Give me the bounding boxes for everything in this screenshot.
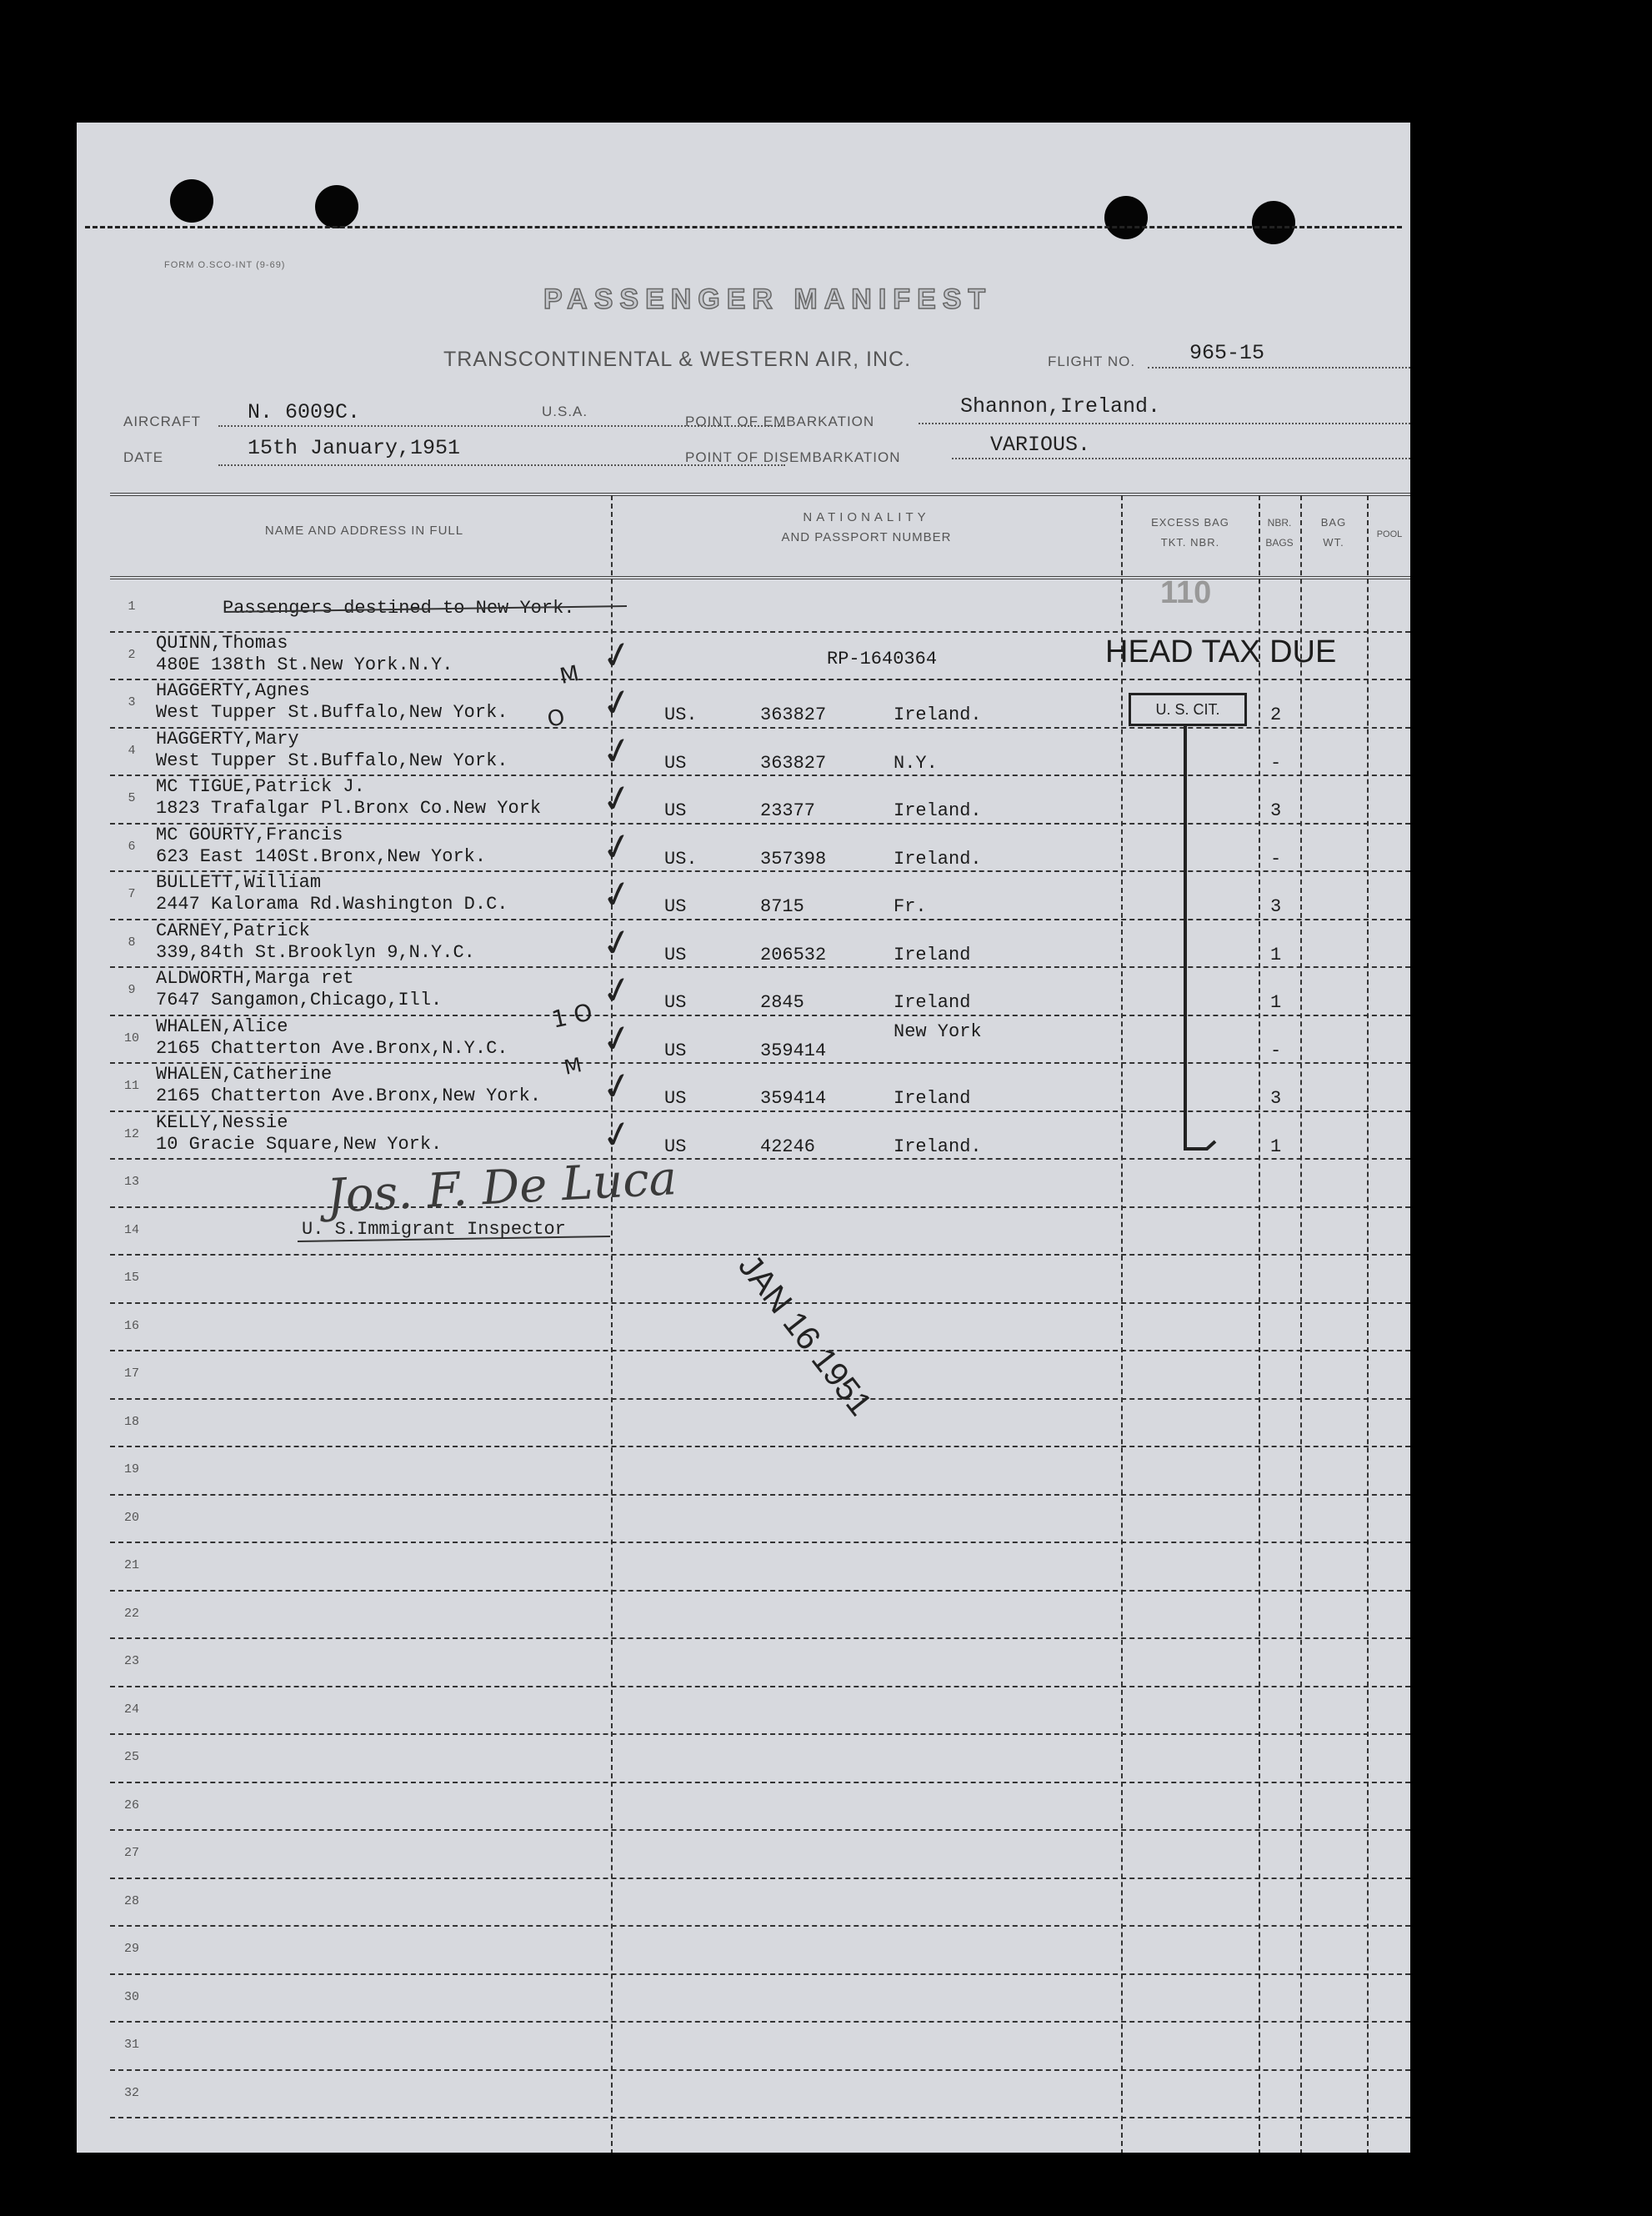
disembarkation-label: POINT OF DISEMBARKATION bbox=[685, 449, 901, 465]
row-divider bbox=[110, 1111, 1410, 1112]
embarkation-value: Shannon,Ireland. bbox=[960, 394, 1161, 419]
column-divider bbox=[1121, 495, 1123, 2153]
passenger-nationality: US. bbox=[664, 848, 698, 870]
date-value: 15th January,1951 bbox=[248, 436, 461, 460]
bag-count: 1 bbox=[1270, 1136, 1282, 1157]
passenger-address: West Tupper St.Buffalo,New York. bbox=[156, 750, 508, 771]
row-number: 7 bbox=[128, 887, 136, 901]
check-mark: ✓ bbox=[598, 775, 637, 824]
flight-no-value: 965-15 bbox=[1189, 341, 1265, 365]
passenger-address: 623 East 140St.Bronx,New York. bbox=[156, 845, 487, 867]
perforation-line bbox=[85, 226, 1402, 228]
passenger-address: 2447 Kalorama Rd.Washington D.C. bbox=[156, 894, 508, 915]
annotation-m: M bbox=[558, 660, 582, 690]
passenger-address: 2165 Chatterton Ave.Bronx,N.Y.C. bbox=[156, 1037, 508, 1059]
country-label: U.S.A. bbox=[542, 404, 588, 419]
row-divider bbox=[110, 631, 1410, 633]
row-number: 24 bbox=[123, 1702, 139, 1717]
row-divider bbox=[110, 1158, 1410, 1160]
table-top-border bbox=[110, 493, 1410, 496]
row-number: 19 bbox=[123, 1462, 139, 1476]
aircraft-label: AIRCRAFT bbox=[123, 414, 201, 429]
row-number: 32 bbox=[123, 2085, 139, 2100]
row-number: 3 bbox=[128, 695, 136, 709]
passport-number: 359414 bbox=[760, 1088, 827, 1109]
row-number: 18 bbox=[123, 1414, 139, 1429]
row-divider bbox=[110, 1590, 1410, 1592]
row-number: 25 bbox=[123, 1750, 139, 1764]
inspector-title: U. S.Immigrant Inspector bbox=[302, 1219, 566, 1240]
destination: Ireland bbox=[894, 944, 971, 965]
passenger-nationality: US bbox=[664, 1088, 687, 1109]
check-mark: ✓ bbox=[598, 823, 637, 871]
row-divider bbox=[110, 2021, 1410, 2023]
punch-hole bbox=[170, 179, 213, 223]
column-divider bbox=[1300, 495, 1302, 2153]
row-number: 17 bbox=[123, 1366, 139, 1381]
passport-number: RP-1640364 bbox=[827, 648, 938, 669]
column-header-name: NAME AND ADDRESS IN FULL bbox=[264, 524, 464, 538]
column-header-nationality bbox=[614, 508, 1119, 548]
flight-underline bbox=[1148, 367, 1410, 368]
annotation-10: 1 O bbox=[549, 998, 595, 1034]
row-number: 14 bbox=[123, 1222, 139, 1237]
form-number: FORM O.SCO-INT (9-69) bbox=[164, 260, 286, 270]
column-header-excess-line1: EXCESS BAG bbox=[1151, 516, 1229, 529]
table-header-border bbox=[110, 576, 1410, 579]
annotation-o: O bbox=[545, 704, 568, 733]
column-header-bags-line1: NBR. bbox=[1267, 517, 1292, 529]
row-divider bbox=[110, 1015, 1410, 1016]
disembarkation-underline bbox=[952, 458, 1410, 459]
passenger-nationality: US bbox=[664, 944, 687, 965]
passenger-name: QUINN,Thomas bbox=[156, 632, 288, 654]
passenger-nationality: US bbox=[664, 1040, 687, 1061]
passport-number: 8715 bbox=[760, 896, 804, 917]
number-stamp: 110 bbox=[1160, 575, 1212, 610]
passenger-name: HAGGERTY,Mary bbox=[156, 728, 299, 750]
row-divider bbox=[110, 2069, 1410, 2071]
bracket-polyline bbox=[1185, 724, 1215, 1149]
row-number: 27 bbox=[123, 1846, 139, 1860]
destination: Ireland. bbox=[894, 1136, 982, 1157]
passenger-address: 7647 Sangamon,Chicago,Ill. bbox=[156, 990, 443, 1010]
row-number: 2 bbox=[128, 647, 136, 662]
destination-note: Passengers destined to New York. bbox=[223, 598, 575, 619]
inspector-signature: Jos. F. De Luca bbox=[325, 1151, 678, 1224]
passenger-nationality: US bbox=[664, 800, 687, 821]
column-header-bags bbox=[1260, 513, 1299, 553]
us-citizen-stamp: U. S. CIT. bbox=[1129, 693, 1247, 726]
bag-count: - bbox=[1270, 848, 1282, 870]
row-number: 13 bbox=[123, 1175, 139, 1189]
row-divider bbox=[110, 1350, 1410, 1351]
row-divider bbox=[110, 1973, 1410, 1975]
passport-number: 42246 bbox=[760, 1136, 816, 1157]
row-number: 20 bbox=[123, 1510, 139, 1525]
annotation-11: M bbox=[562, 1053, 584, 1080]
passport-number: 2845 bbox=[760, 992, 804, 1013]
carrier-name: TRANSCONTINENTAL & WESTERN AIR, INC. bbox=[443, 348, 912, 371]
row-number: 12 bbox=[123, 1126, 139, 1141]
bag-count: - bbox=[1270, 752, 1282, 774]
passenger-address: 480E 138th St.New York.N.Y. bbox=[156, 654, 453, 675]
destination: Ireland. bbox=[894, 704, 982, 725]
flight-no-label: FLIGHT NO. bbox=[1048, 353, 1136, 369]
passenger-address: West Tupper St.Buffalo,New York. bbox=[156, 702, 508, 723]
column-header-nationality-line1: NATIONALITY bbox=[803, 510, 930, 524]
check-mark: ✓ bbox=[598, 1015, 637, 1063]
bag-count: 1 bbox=[1270, 944, 1282, 965]
passenger-address: 10 Gracie Square,New York. bbox=[156, 1133, 443, 1155]
row-number: 8 bbox=[128, 935, 136, 950]
column-header-wt-line2: WT. bbox=[1323, 536, 1344, 549]
passenger-name: ALDWORTH,Marga ret bbox=[156, 968, 354, 989]
passport-number: 363827 bbox=[760, 704, 827, 725]
head-tax-stamp: HEAD TAX DUE bbox=[1105, 634, 1337, 669]
column-divider bbox=[1259, 495, 1260, 2153]
check-mark: ✓ bbox=[598, 1062, 637, 1111]
row-number: 11 bbox=[123, 1079, 139, 1093]
destination: Ireland bbox=[894, 992, 971, 1013]
row-divider bbox=[110, 1637, 1410, 1639]
row-divider bbox=[110, 1494, 1410, 1496]
row-number: 4 bbox=[128, 743, 136, 758]
punch-hole bbox=[315, 185, 358, 228]
bag-count: 1 bbox=[1270, 992, 1282, 1013]
check-mark: ✓ bbox=[598, 679, 637, 728]
bag-count: 2 bbox=[1270, 704, 1282, 725]
row-number: 22 bbox=[123, 1606, 139, 1621]
row-divider bbox=[110, 1733, 1410, 1735]
passenger-nationality: US. bbox=[664, 704, 698, 725]
passenger-name: KELLY,Nessie bbox=[156, 1111, 288, 1133]
bag-count: 3 bbox=[1270, 896, 1282, 917]
column-header-excess-bag bbox=[1124, 513, 1257, 553]
passenger-address: 2165 Chatterton Ave.Bronx,New York. bbox=[156, 1085, 542, 1106]
passenger-name: MC GOURTY,Francis bbox=[156, 824, 343, 845]
date-stamp: JAN 16 1951 bbox=[731, 1248, 879, 1423]
passenger-name: MC TIGUE,Patrick J. bbox=[156, 776, 365, 797]
row-divider bbox=[110, 1878, 1410, 1879]
row-number: 30 bbox=[123, 1989, 139, 2004]
destination: Ireland. bbox=[894, 848, 982, 870]
passenger-name: WHALEN,Alice bbox=[156, 1015, 288, 1037]
row-number: 15 bbox=[123, 1271, 139, 1285]
passport-number: 357398 bbox=[760, 848, 827, 870]
destination: Ireland. bbox=[894, 800, 982, 821]
bag-count: 3 bbox=[1270, 1088, 1282, 1109]
passport-number: 359414 bbox=[760, 1040, 827, 1061]
check-mark: ✓ bbox=[598, 919, 637, 967]
row-divider bbox=[110, 1206, 1410, 1208]
row-divider bbox=[110, 1398, 1410, 1400]
row-number: 26 bbox=[123, 1797, 139, 1812]
row-divider bbox=[110, 1925, 1410, 1927]
column-header-bags-line2: BAGS bbox=[1265, 537, 1294, 549]
row-number: 29 bbox=[123, 1942, 139, 1956]
passenger-name: CARNEY,Patrick bbox=[156, 920, 310, 941]
column-header-bag-wt bbox=[1302, 513, 1365, 553]
column-header-wt-line1: BAG bbox=[1320, 516, 1347, 529]
row-number: 9 bbox=[128, 983, 136, 997]
embarkation-underline bbox=[919, 423, 1410, 424]
column-divider bbox=[1367, 495, 1369, 2153]
row-number: 5 bbox=[128, 791, 136, 805]
page-title: PASSENGER MANIFEST bbox=[543, 283, 993, 315]
passenger-nationality: US bbox=[664, 896, 687, 917]
column-header-pool: POOL bbox=[1376, 529, 1403, 539]
check-mark: ✓ bbox=[598, 1111, 637, 1159]
row-number: 31 bbox=[123, 2038, 139, 2052]
passenger-address: 339,84th St.Brooklyn 9,N.Y.C. bbox=[156, 941, 475, 963]
passenger-nationality: US bbox=[664, 1136, 687, 1157]
aircraft-value: N. 6009C. bbox=[248, 400, 361, 424]
row-divider bbox=[110, 1829, 1410, 1831]
destination: Fr. bbox=[894, 896, 927, 917]
passenger-name: WHALEN,Catherine bbox=[156, 1064, 333, 1085]
check-mark: ✓ bbox=[598, 966, 637, 1015]
manifest-sheet bbox=[77, 123, 1410, 2153]
destination: Ireland bbox=[894, 1088, 971, 1109]
passenger-name: HAGGERTY,Agnes bbox=[156, 680, 310, 701]
check-mark: ✓ bbox=[598, 631, 637, 679]
passport-number: 363827 bbox=[760, 752, 827, 774]
destination: N.Y. bbox=[894, 752, 938, 774]
row-number: 16 bbox=[123, 1318, 139, 1333]
date-label: DATE bbox=[123, 449, 164, 465]
passport-number: 206532 bbox=[760, 944, 827, 965]
punch-hole bbox=[1252, 201, 1295, 244]
check-mark: ✓ bbox=[598, 727, 637, 775]
column-header-nationality-line2: AND PASSPORT NUMBER bbox=[781, 530, 952, 544]
row-divider bbox=[110, 1686, 1410, 1687]
row-number: 1 bbox=[128, 599, 136, 614]
embarkation-label: POINT OF EMBARKATION bbox=[685, 414, 875, 429]
check-mark: ✓ bbox=[598, 870, 637, 920]
row-number: 23 bbox=[123, 1654, 139, 1668]
row-divider bbox=[110, 1446, 1410, 1447]
row-divider bbox=[110, 727, 1410, 729]
row-number: 10 bbox=[123, 1030, 139, 1045]
passenger-nationality: US bbox=[664, 752, 687, 774]
row-divider bbox=[110, 1782, 1410, 1783]
passenger-address: 1823 Trafalgar Pl.Bronx Co.New York bbox=[156, 798, 542, 819]
destination: New York bbox=[894, 1020, 982, 1042]
row-divider bbox=[110, 1542, 1410, 1543]
disembarkation-value: VARIOUS. bbox=[990, 433, 1091, 457]
passenger-name: BULLETT,William bbox=[156, 872, 322, 893]
row-divider bbox=[110, 2117, 1410, 2118]
passport-number: 23377 bbox=[760, 800, 816, 821]
column-header-excess-line2: TKT. NBR. bbox=[1160, 536, 1220, 549]
row-number: 21 bbox=[123, 1558, 139, 1572]
row-number: 6 bbox=[128, 839, 136, 854]
bag-count: 3 bbox=[1270, 800, 1282, 821]
passenger-nationality: US bbox=[664, 992, 687, 1013]
punch-hole bbox=[1104, 196, 1148, 239]
row-number: 28 bbox=[123, 1893, 139, 1908]
bag-count: - bbox=[1270, 1040, 1282, 1061]
